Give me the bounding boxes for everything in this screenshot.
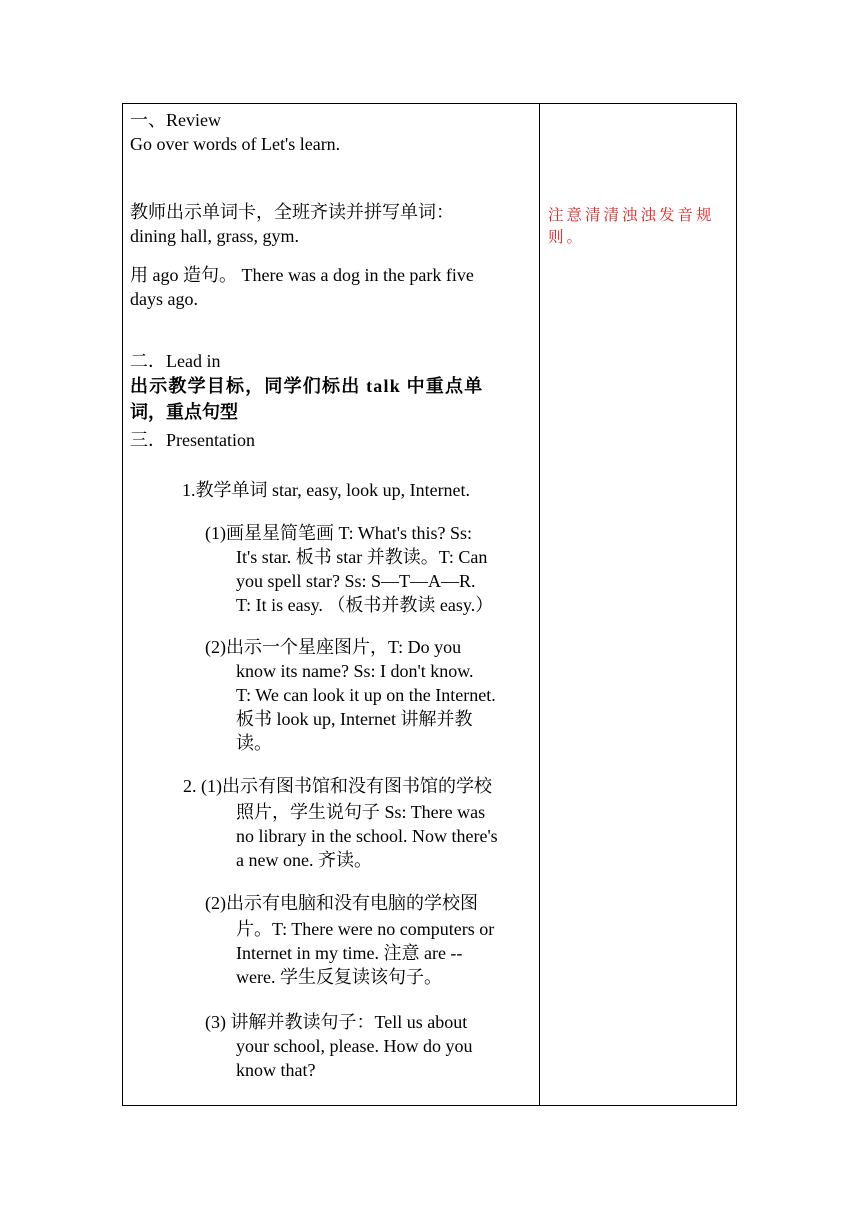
goal-line-2: 词，重点句型 — [130, 402, 238, 422]
goal-line-1: 出示教学目标，同学们标出 talk 中重点单 — [130, 376, 484, 396]
ago-sentence-line-1: 用 ago 造句。 There was a dog in the park five — [130, 265, 474, 285]
presentation-heading: 三．Presentation — [130, 430, 255, 450]
item-1-1-line-1: (1)画星星简笔画 T: What's this? Ss: — [205, 523, 473, 543]
item-1-1-line-3: you spell star? Ss: S—T—A—R. — [236, 571, 476, 591]
item-2-3-line-2: your school, please. How do you — [236, 1036, 473, 1056]
item-2-1-line-3: no library in the school. Now there's — [236, 826, 498, 846]
item-1: 1.教学单词 star, easy, look up, Internet. — [182, 480, 471, 500]
notes-column — [540, 104, 736, 1105]
lead-in-heading: 二．Lead in — [130, 351, 221, 371]
pronunciation-note: 注意清清浊浊发音规则。 — [548, 207, 715, 246]
item-1-2-line-2: know its name? Ss: I don't know. — [236, 661, 474, 681]
review-heading: 一、Review — [130, 110, 221, 130]
item-2-2-line-2: 片。T: There were no computers or — [236, 919, 495, 939]
word-card-line-1: 教师出示单词卡，全班齐读并拼写单词： — [130, 202, 454, 222]
item-2-1-line-1: 2. (1)出示有图书馆和没有图书馆的学校 — [183, 776, 492, 796]
lesson-table — [122, 103, 737, 1106]
item-1-1-line-4: T: It is easy. （板书并教读 easy.） — [236, 595, 494, 615]
item-2-1-line-4: a new one. 齐读。 — [236, 850, 372, 870]
item-2-2-line-3: Internet in my time. 注意 are -- — [236, 943, 463, 963]
item-2-2-line-4: were. 学生反复读该句子。 — [236, 967, 442, 987]
item-1-2-line-4: 板书 look up, Internet 讲解并教 — [236, 709, 473, 729]
review-line: Go over words of Let's learn. — [130, 134, 341, 154]
item-1-2-line-1: (2)出示一个星座图片，T: Do you — [205, 637, 462, 657]
item-1-2-line-3: T: We can look it up on the Internet. — [236, 685, 496, 705]
word-card-line-2: dining hall, grass, gym. — [130, 226, 299, 246]
item-2-1-line-2: 照片，学生说句子 Ss: There was — [236, 802, 486, 822]
item-1-2-line-5: 读。 — [236, 733, 272, 753]
item-1-1-line-2: It's star. 板书 star 并教读。T: Can — [236, 547, 488, 567]
ago-sentence-line-2: days ago. — [130, 289, 198, 309]
item-2-3-line-1: (3) 讲解并教读句子：Tell us about — [205, 1012, 468, 1032]
procedure-column — [123, 104, 539, 1105]
item-2-2-line-1: (2)出示有电脑和没有电脑的学校图 — [205, 893, 478, 913]
item-2-3-line-3: know that? — [236, 1060, 316, 1080]
